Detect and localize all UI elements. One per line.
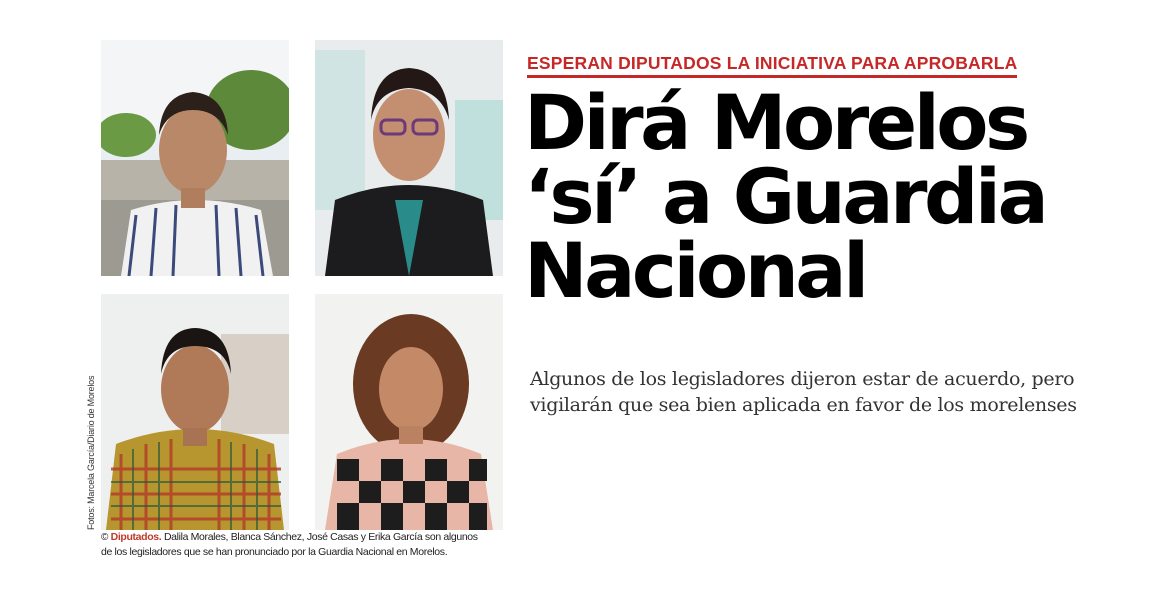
dek-line1: Algunos de los legisladores dijeron estar de acuerdo, pero bbox=[530, 368, 1075, 390]
dek-line2: vigilarán que sea bien aplicada en favor de los morelenses bbox=[530, 394, 1077, 416]
photo-woman-glasses-blazer bbox=[315, 40, 503, 276]
caption-lead: Diputados. bbox=[110, 531, 162, 543]
headline bbox=[524, 78, 1046, 315]
photo-woman-striped-shirt bbox=[101, 40, 289, 276]
dek-summary bbox=[530, 366, 1130, 418]
caption-text-line1: Dalila Morales, Blanca Sánchez, José Casas y Erika García son algunos bbox=[163, 531, 478, 543]
photo-man-plaid-shirt bbox=[101, 294, 289, 530]
headline-line3: Nacional bbox=[524, 226, 866, 315]
photo-caption bbox=[101, 530, 511, 559]
photo-credit: Fotos: Marcela García/Diario de Morelos bbox=[86, 375, 96, 530]
camera-credit-icon: © bbox=[101, 532, 109, 543]
headline-line1: Dirá Morelos bbox=[524, 78, 1027, 167]
photo-woman-plaid-top bbox=[315, 294, 503, 530]
caption-text-line2: de los legisladores que se han pronunciado por la Guardia Nacional en Morelos. bbox=[101, 546, 448, 558]
kicker: ESPERAN DIPUTADOS LA INICIATIVA PARA APROBARLA bbox=[527, 53, 1017, 78]
headline-line2: ‘sí’ a Guardia bbox=[524, 152, 1046, 241]
